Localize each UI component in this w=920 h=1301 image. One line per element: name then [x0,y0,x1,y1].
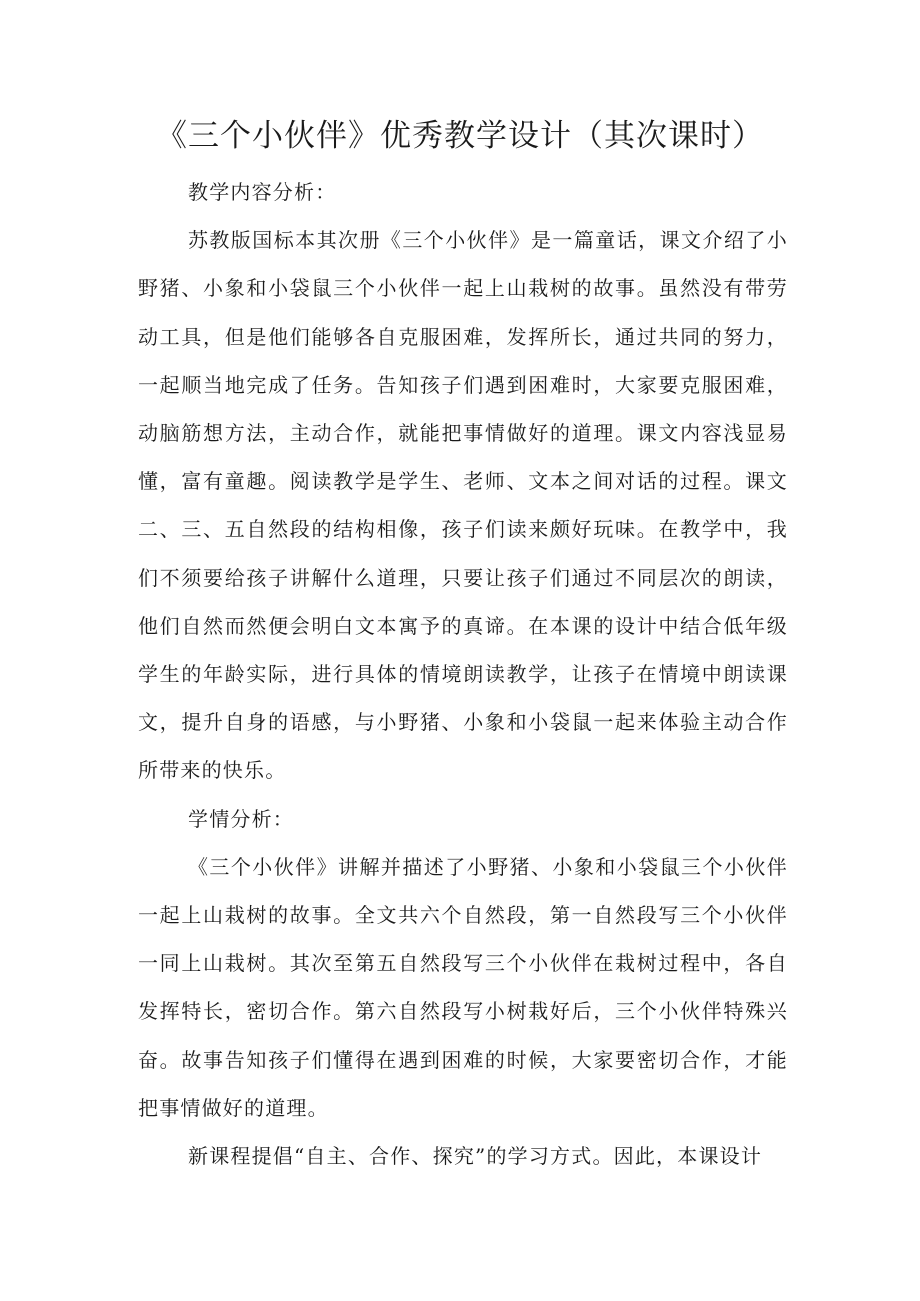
document-title: 《三个小伙伴》优秀教学设计（其次课时） [156,118,764,154]
paragraph-content-analysis: 苏教版国标本其次册《三个小伙伴》是一篇童话，课文介绍了小野猪、小象和小袋鼠三个小伙伴一起上山栽树的故事。虽然没有带劳动工具，但是他们能够各自克服困难，发挥所长，通过共同的努力，一起顺当地完成了任务。告知孩子们遇到困难时，大家要克服困难，动脑筋想方法，主动合作，就能把事情做好的道理。课文内容浅显易懂，富有童趣。阅读教学是学生、老师、文本之间对话的过程。课文二、三、五自然段的结构相像，孩子们读来颇好玩味。在教学中，我们不须要给孩子讲解什么道理，只要让孩子们通过不同层次的朗读，他们自然而然便会明白文本寓予的真谛。在本课的设计中结合低年级学生的年龄实际，进行具体的情境朗读教学，让孩子在情境中朗读课文，提升自身的语感，与小野猪、小象和小袋鼠一起来体验主动合作所带来的快乐。 [138,228,788,783]
paragraph-curriculum: 新课程提倡“自主、合作、探究”的学习方式。因此，本课设计 [188,1144,763,1169]
paragraph-learner-analysis: 《三个小伙伴》讲解并描述了小野猪、小象和小袋鼠三个小伙伴一起上山栽树的故事。全文共六个自然段，第一自然段写三个小伙伴一同上山栽树。其次至第五自然段写三个小伙伴在栽树过程中，各自发挥特长，密切合作。第六自然段写小树栽好后，三个小伙伴特殊兴奋。故事告知孩子们懂得在遇到困难的时候，大家要密切合作，才能把事情做好的道理。 [138,854,788,1120]
section-heading-learner-analysis: 学情分析： [188,806,294,831]
section-heading-content-analysis: 教学内容分析： [188,180,337,204]
document-body [138,168,788,1180]
